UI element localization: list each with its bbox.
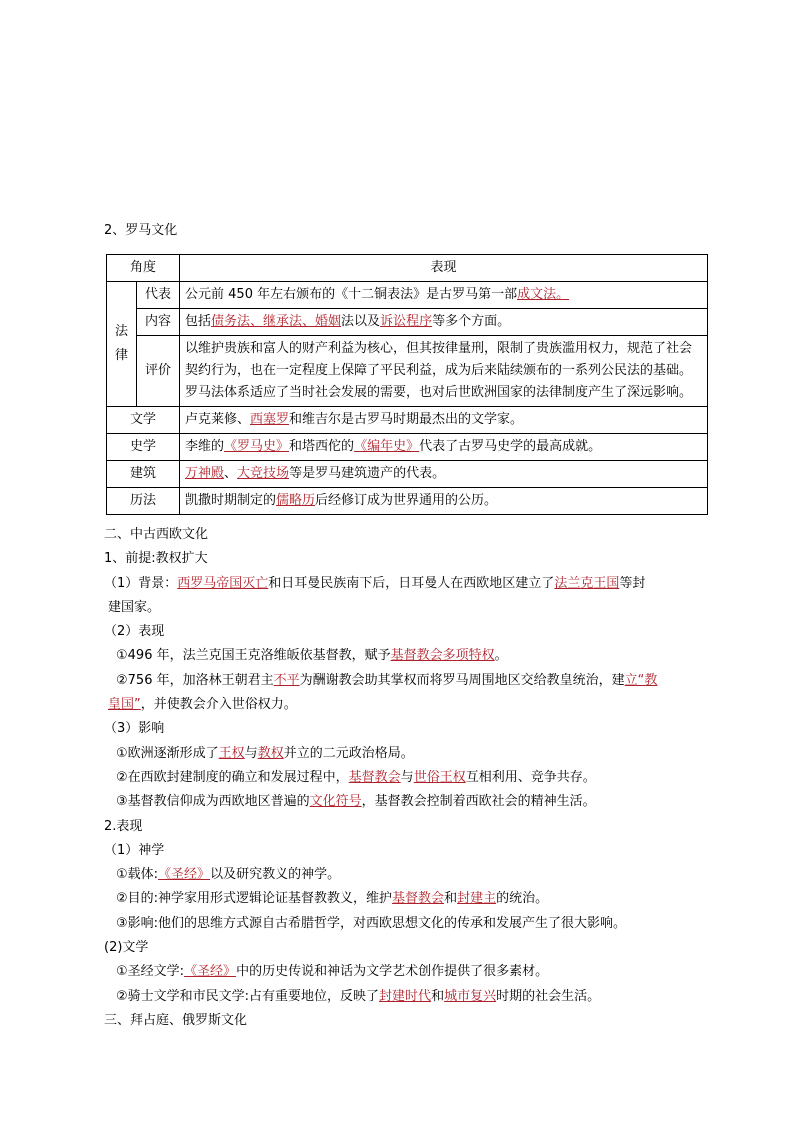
paragraph-line: ②目的:神学家用形式逻辑论证基督教教义，维护基督教会和封建主的统治。 bbox=[116, 891, 549, 907]
row-content: 包括债务法、继承法、婚姻法以及诉讼程序等多个方面。 bbox=[180, 309, 708, 336]
answer-text: 西罗马帝国灭亡 bbox=[177, 575, 269, 591]
answer-text: 基督教会 bbox=[348, 769, 401, 785]
paragraph-line: ①欧洲逐渐形成了王权与教权并立的二元政治格局。 bbox=[116, 745, 414, 761]
paragraph-line: ①圣经文学:《圣经》中的历史传说和神话为文学艺术创作提供了很多素材。 bbox=[116, 964, 549, 980]
answer-text: 债务法、继承法、婚姻 bbox=[211, 314, 342, 329]
paragraph-line: ①载体:《圣经》以及研究教义的神学。 bbox=[116, 867, 341, 883]
row-content: 公元前 450 年左右颁布的《十二铜表法》是古罗马第一部成文法。 bbox=[180, 282, 708, 309]
answer-text: 诉讼程序 bbox=[380, 314, 433, 329]
paragraph-line: 建国家。 bbox=[108, 599, 161, 615]
row-content: 李维的《罗马史》和塔西佗的《编年史》代表了古罗马史学的最高成就。 bbox=[180, 434, 708, 461]
subheading: 1、前提:教权扩大 bbox=[104, 551, 208, 567]
subheading: （2）表现 bbox=[104, 624, 165, 640]
row-label: 历法 bbox=[107, 488, 180, 515]
answer-text: 《编年史》 bbox=[354, 439, 420, 454]
section-heading-roman: 2、罗马文化 bbox=[104, 223, 178, 238]
row-content: 以维护贵族和富人的财产利益为核心，但其按律量刑，限制了贵族滥用权力，规范了社会契约行为，也在一定程度上保障了平民利益，成为后来陆续颁布的一系列公民法的基础。罗马法体系适应了当时社会发展的需要，也对后世欧洲国家的法律制度产生了深远影响。 bbox=[180, 336, 708, 407]
answer-text: 法兰克王国 bbox=[554, 575, 620, 591]
answer-text: 世俗王权 bbox=[413, 769, 466, 785]
paragraph-line: ①496 年，法兰克国王克洛维皈依基督教，赋予基督教会多项特权。 bbox=[116, 648, 508, 664]
table-row bbox=[107, 461, 708, 488]
answer-text: 基督教会 bbox=[392, 891, 445, 907]
table-row bbox=[107, 488, 708, 515]
paragraph-line: ②756 年，加洛林王朝君主不平为酬谢教会助其掌权而将罗马周围地区交给教皇统治，建立“教 bbox=[116, 672, 658, 688]
law-char: 法 bbox=[114, 324, 128, 339]
row-label: 文学 bbox=[107, 407, 180, 434]
roman-culture-table bbox=[106, 254, 708, 515]
answer-text: 城市复兴 bbox=[444, 988, 497, 1004]
header-angle: 角度 bbox=[107, 255, 180, 282]
answer-text: 西塞罗 bbox=[250, 412, 290, 427]
paragraph-line: 皇国”，并使教会介入世俗权力。 bbox=[108, 697, 297, 713]
header-content: 表现 bbox=[180, 255, 708, 282]
table-row bbox=[107, 282, 708, 309]
answer-text: 儒略历 bbox=[276, 493, 316, 508]
row-content: 卢克莱修、西塞罗和维吉尔是古罗马时期最杰出的文学家。 bbox=[180, 407, 708, 434]
subheading: （3）影响 bbox=[104, 721, 165, 737]
body-text bbox=[104, 523, 714, 1033]
row-label: 内容 bbox=[137, 309, 180, 336]
paragraph-line: ②骑士文学和市民文学:占有重要地位，反映了封建时代和城市复兴时期的社会生活。 bbox=[116, 988, 601, 1004]
answer-text: 教权 bbox=[257, 745, 284, 761]
paragraph-line: ③影响:他们的思维方式源自古希腊哲学，对西欧思想文化的传承和发展产生了很大影响。 bbox=[116, 915, 627, 931]
table-row bbox=[107, 309, 708, 336]
table-row bbox=[107, 434, 708, 461]
answer-text: 基督教会多项特权 bbox=[390, 648, 495, 664]
section-heading-byzantine: 三、拜占庭、俄罗斯文化 bbox=[104, 1012, 248, 1028]
answer-text: 立“教 bbox=[624, 672, 658, 688]
paragraph-line: （1）背景：西罗马帝国灭亡和日耳曼民族南下后，日耳曼人在西欧地区建立了法兰克王国等封 bbox=[104, 575, 646, 591]
row-label: 史学 bbox=[107, 434, 180, 461]
law-char: 律 bbox=[114, 348, 128, 363]
row-content: 万神殿、大竞技场等是罗马建筑遗产的代表。 bbox=[180, 461, 708, 488]
answer-text: 文化符号 bbox=[309, 794, 362, 810]
answer-text: 万神殿 bbox=[185, 466, 225, 481]
answer-text: 封建时代 bbox=[379, 988, 432, 1004]
section-heading-medieval: 二、中古西欧文化 bbox=[104, 527, 209, 542]
table-row bbox=[107, 407, 708, 434]
paragraph-line: ②在西欧封建制度的确立和发展过程中，基督教会与世俗王权互相利用、竞争共存。 bbox=[116, 769, 596, 785]
answer-text: 封建主 bbox=[457, 891, 497, 907]
table-header-row bbox=[107, 255, 708, 282]
answer-text: 成文法。 bbox=[517, 287, 570, 302]
answer-text: 《圣经》 bbox=[158, 867, 211, 883]
answer-text: 大竞技场 bbox=[237, 466, 290, 481]
answer-text: 不平 bbox=[273, 672, 300, 688]
answer-text: 皇国” bbox=[108, 697, 141, 713]
answer-text: 王权 bbox=[218, 745, 245, 761]
subheading: 2.表现 bbox=[104, 818, 143, 834]
law-cell bbox=[107, 282, 137, 407]
subheading: （1）神学 bbox=[104, 842, 165, 858]
table-row bbox=[107, 336, 708, 407]
answer-text: 《圣经》 bbox=[184, 964, 237, 980]
row-label: 代表 bbox=[137, 282, 180, 309]
row-label: 评价 bbox=[137, 336, 180, 407]
row-label: 建筑 bbox=[107, 461, 180, 488]
paragraph-line: ③基督教信仰成为西欧地区普遍的文化符号，基督教会控制着西欧社会的精神生活。 bbox=[116, 794, 596, 810]
subheading: (2)文学 bbox=[104, 940, 149, 956]
answer-text: 《罗马史》 bbox=[224, 439, 290, 454]
row-content: 凯撒时期制定的儒略历后经修订成为世界通用的公历。 bbox=[180, 488, 708, 515]
